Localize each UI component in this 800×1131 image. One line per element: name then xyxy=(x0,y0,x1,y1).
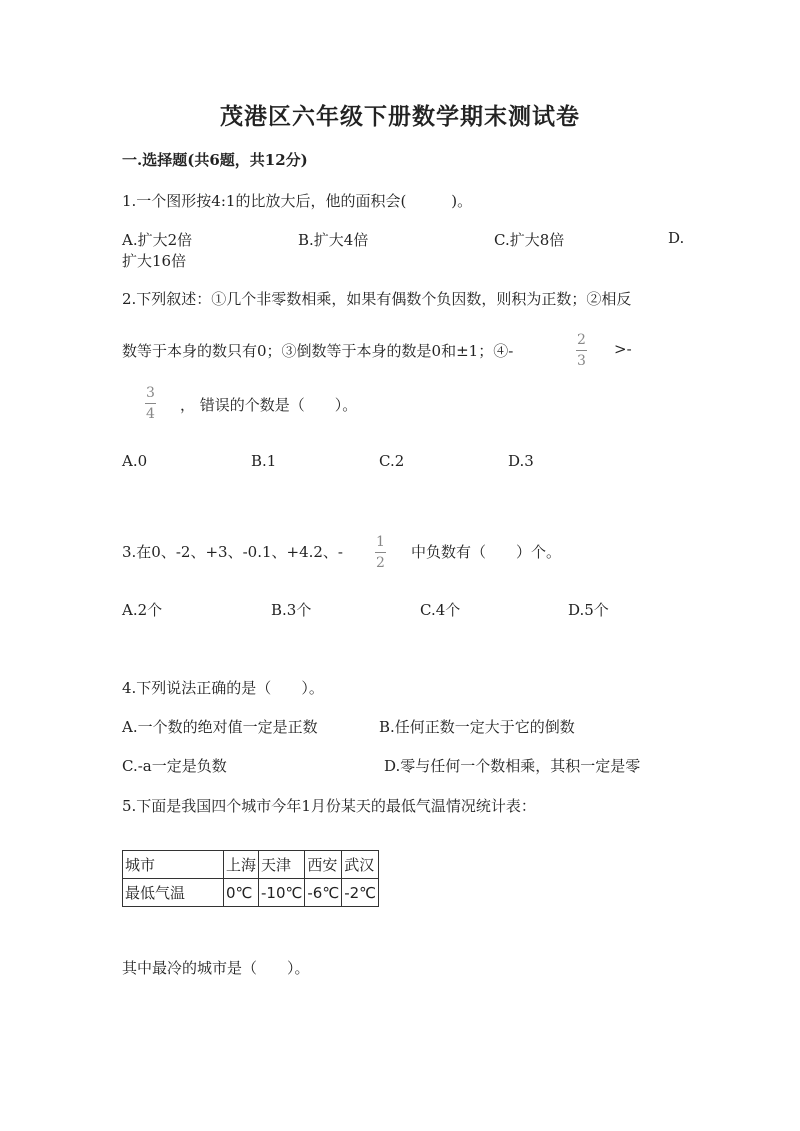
fraction-denominator: 4 xyxy=(146,406,155,422)
q4-option-d: D.零与任何一个数相乘，其积一定是零 xyxy=(384,757,641,775)
table-header-cell: 天津 xyxy=(259,851,305,879)
q1-option-a: A.扩大2倍 xyxy=(122,231,193,249)
fraction-bar xyxy=(375,552,386,553)
q3-stem: 3.在0、-2、+3、-0.1、+4.2、- xyxy=(122,543,343,561)
table-header-cell: 武汉 xyxy=(342,851,379,879)
table-header-cell: 上海 xyxy=(224,851,259,879)
q2-line-1: 2.下列叙述：①几个非零数相乘，如果有偶数个负因数，则积为正数；②相反 xyxy=(122,290,632,308)
fraction-denominator: 2 xyxy=(376,555,385,571)
q3-option-d: D.5个 xyxy=(568,601,609,619)
q5-stem: 5.下面是我国四个城市今年1月份某天的最低气温情况统计表： xyxy=(122,797,536,815)
q2-line-3: ， 错误的个数是（ ）。 xyxy=(180,396,358,414)
q2-option-a: A.0 xyxy=(122,452,148,470)
table-header-cell: 城市 xyxy=(123,851,224,879)
q5-question: 其中最冷的城市是（ ）。 xyxy=(122,959,310,977)
q4-option-b: B.任何正数一定大于它的倒数 xyxy=(379,718,575,736)
q2-greater-than: >- xyxy=(614,340,632,358)
fraction-numerator: 2 xyxy=(577,332,586,348)
table-cell: 最低气温 xyxy=(123,879,224,907)
q1-option-c: C.扩大8倍 xyxy=(494,231,565,249)
fraction-bar xyxy=(576,350,587,351)
fraction-denominator: 3 xyxy=(577,353,586,369)
table-row xyxy=(123,879,379,907)
temperature-table xyxy=(122,850,379,907)
table-row xyxy=(123,851,379,879)
q2-fraction-1 xyxy=(576,333,587,368)
q2-line-2: 数等于本身的数只有0；③倒数等于本身的数是0和±1；④- xyxy=(122,342,514,360)
q4-option-a: A.一个数的绝对值一定是正数 xyxy=(122,718,318,736)
q3-option-a: A.2个 xyxy=(122,601,163,619)
section-heading: 一.选择题(共6题，共12分) xyxy=(122,151,308,169)
q4-stem: 4.下列说法正确的是（ ）。 xyxy=(122,679,324,697)
q1-option-d: D. xyxy=(668,229,685,247)
q2-option-d: D.3 xyxy=(508,452,534,470)
table-cell: -6℃ xyxy=(305,879,342,907)
q1-option-b: B.扩大4倍 xyxy=(298,231,369,249)
table-cell: -10℃ xyxy=(259,879,305,907)
table-cell: -2℃ xyxy=(342,879,379,907)
table-cell: 0℃ xyxy=(224,879,259,907)
q2-fraction-2 xyxy=(145,386,156,421)
page-title: 茂港区六年级下册数学期末测试卷 xyxy=(220,103,580,130)
fraction-numerator: 1 xyxy=(376,534,385,550)
table-header-cell: 西安 xyxy=(305,851,342,879)
q3-option-b: B.3个 xyxy=(271,601,312,619)
q2-option-c: C.2 xyxy=(379,452,405,470)
fraction-bar xyxy=(145,403,156,404)
q3-fraction xyxy=(375,535,386,570)
q2-option-b: B.1 xyxy=(251,452,277,470)
q1-option-d-text: 扩大16倍 xyxy=(122,252,187,270)
q4-option-c: C.-a一定是负数 xyxy=(122,757,227,775)
q3-option-c: C.4个 xyxy=(420,601,461,619)
q1-stem: 1.一个图形按4:1的比放大后，他的面积会( )。 xyxy=(122,192,473,210)
q3-tail: 中负数有（ ）个。 xyxy=(411,543,562,561)
fraction-numerator: 3 xyxy=(146,385,155,401)
